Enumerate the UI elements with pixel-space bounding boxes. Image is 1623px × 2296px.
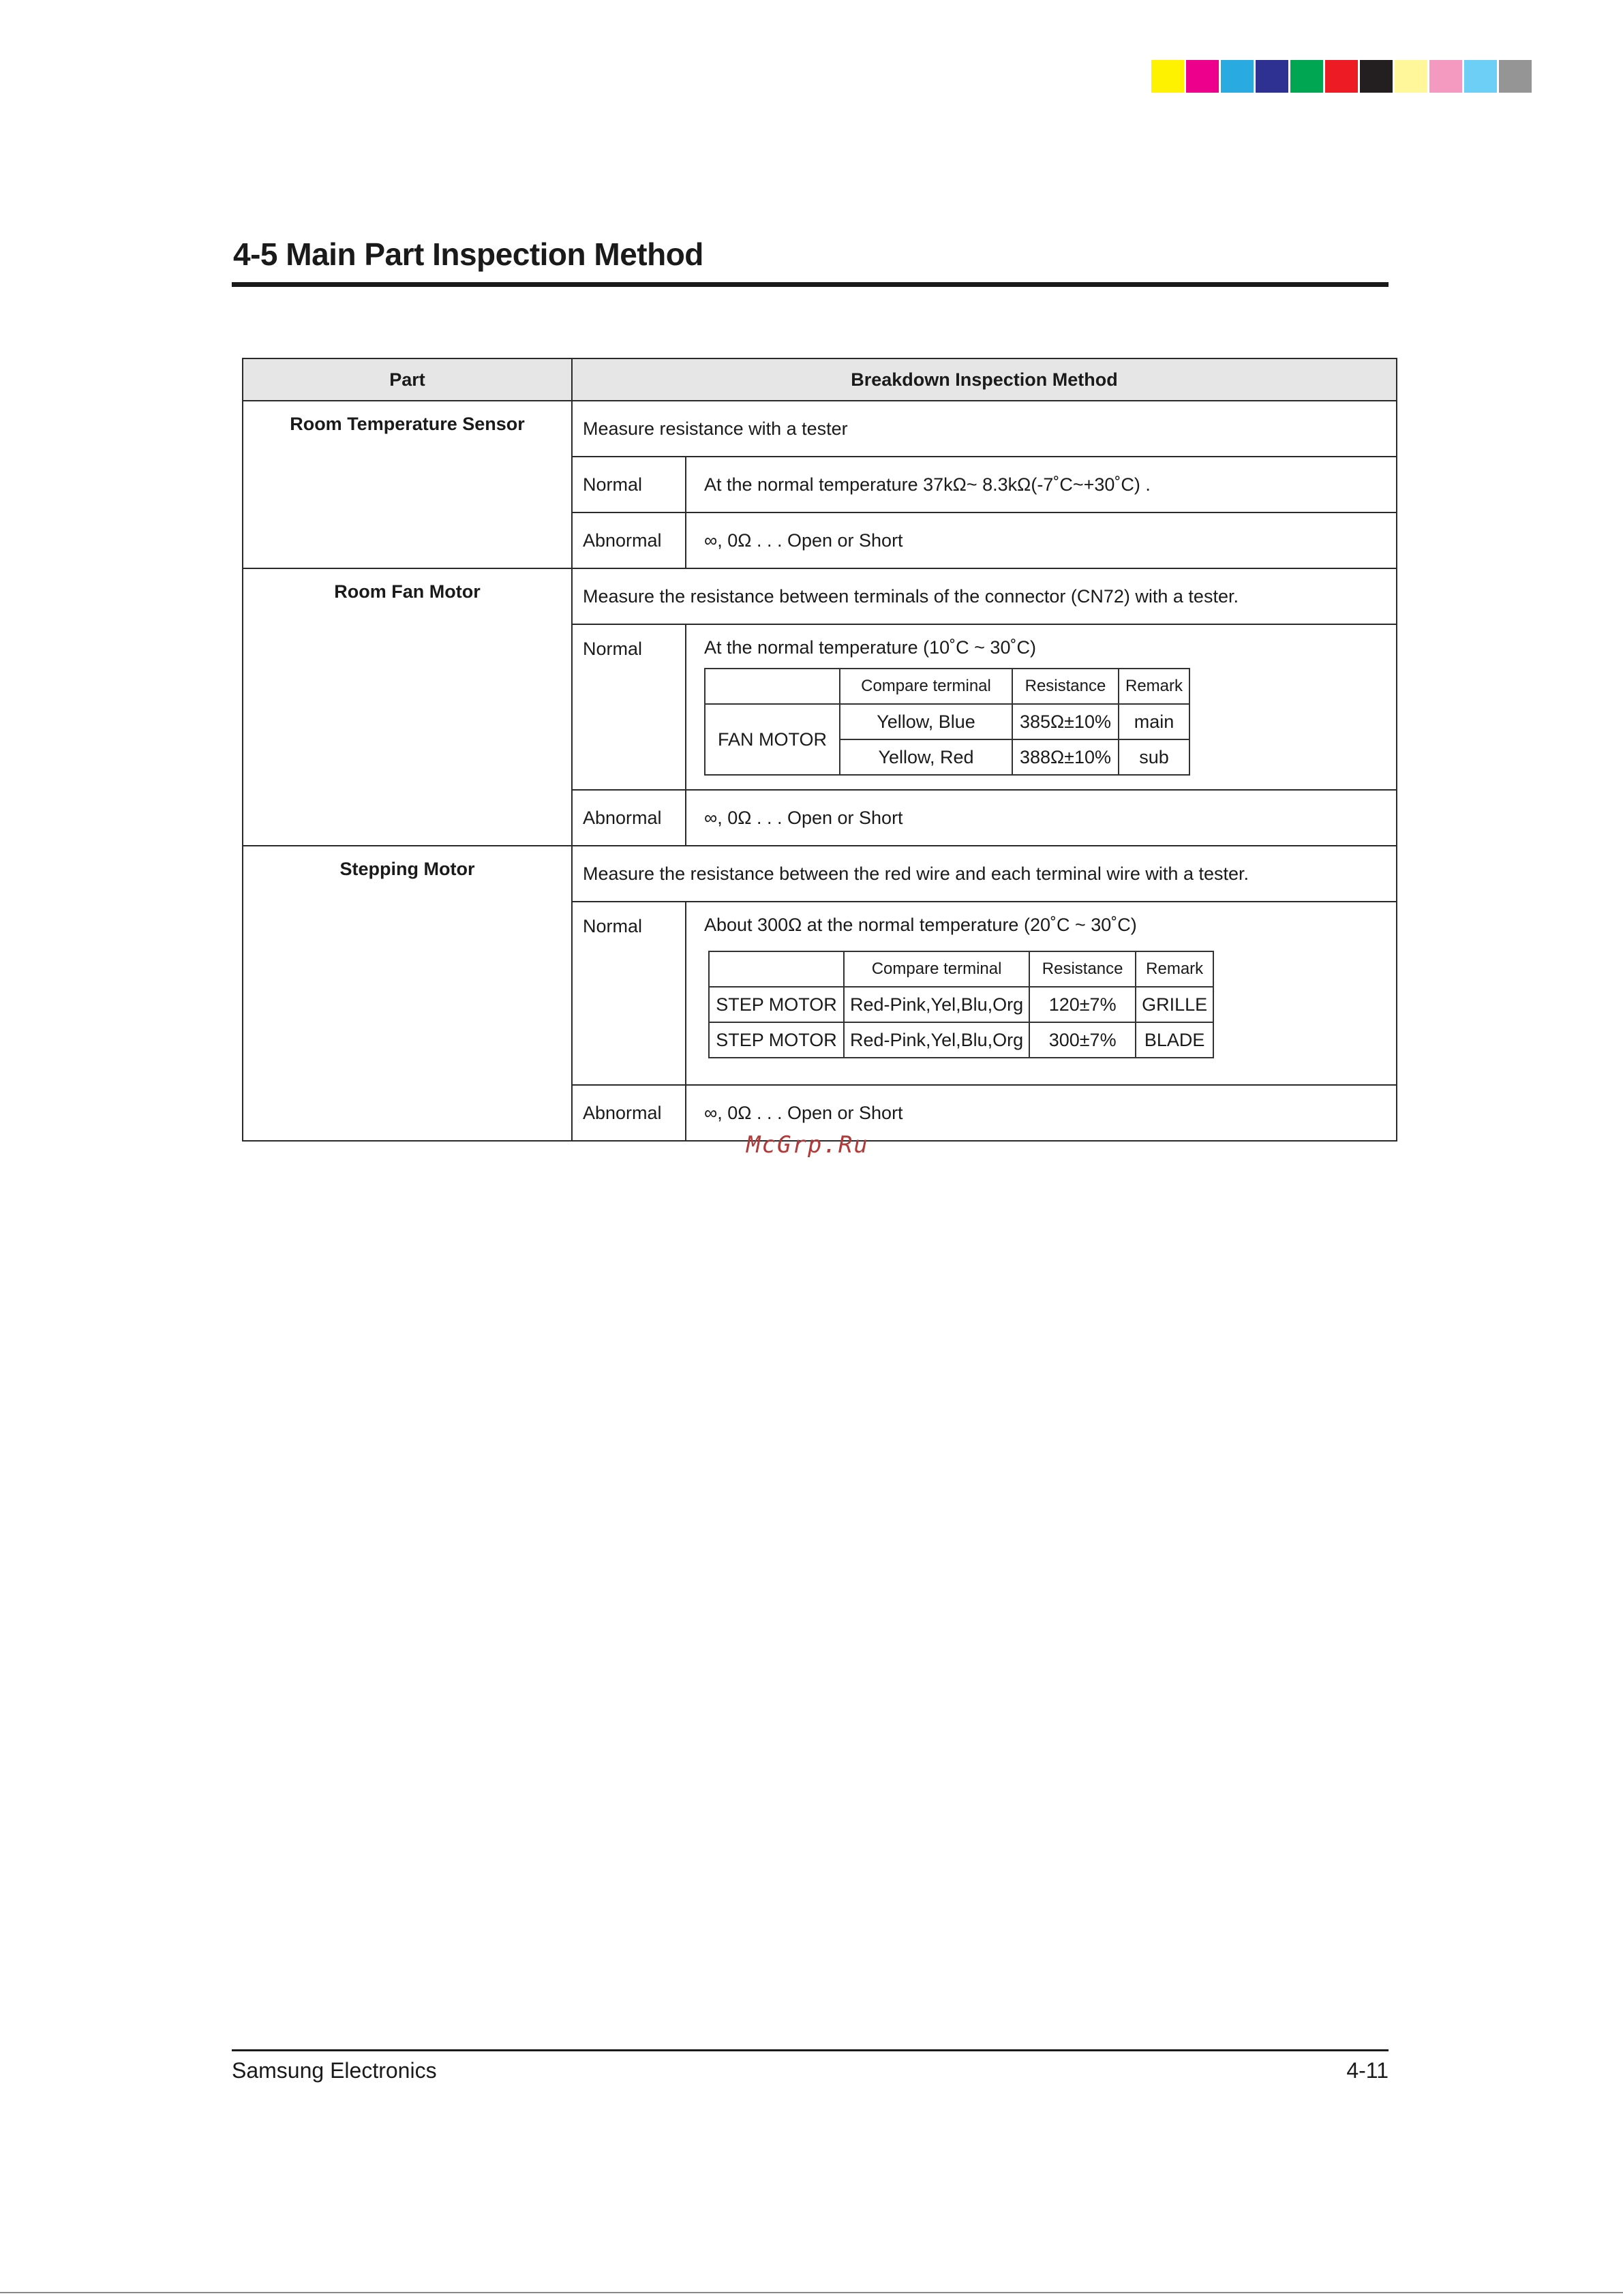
abnormal-value: ∞, 0Ω . . . Open or Short [686,790,1397,846]
abnormal-value: ∞, 0Ω . . . Open or Short [686,1085,1397,1141]
page-edge-rule [0,2292,1623,2293]
fan-motor-name: FAN MOTOR [705,704,840,775]
color-swatch [1325,60,1358,93]
step-motor-table [708,951,1214,1058]
color-swatch [1256,60,1288,93]
sub-header: Remark [1119,669,1189,704]
part-name: Room Temperature Sensor [243,401,572,568]
step-motor-name: STEP MOTOR [709,1022,844,1058]
blank-cell [709,951,844,987]
terminal-value: Red-Pink,Yel,Blu,Org [844,987,1029,1022]
normal-label: Normal [572,624,686,790]
resistance-value: 388Ω±10% [1012,739,1119,775]
header-method: Breakdown Inspection Method [572,358,1397,401]
sub-header: Compare terminal [844,951,1029,987]
fan-motor-table [704,668,1190,776]
table-header-row [243,358,1397,401]
terminal-value: Red-Pink,Yel,Blu,Org [844,1022,1029,1058]
normal-value: About 300Ω at the normal temperature (20˚C ~ 30˚C) [704,915,1137,935]
remark-value: sub [1119,739,1189,775]
remark-value: GRILLE [1136,987,1213,1022]
resistance-value: 385Ω±10% [1012,704,1119,739]
section-title: 4-5 Main Part Inspection Method [233,236,703,272]
table-row [243,401,1397,457]
resistance-value: 120±7% [1029,987,1136,1022]
abnormal-label: Abnormal [572,790,686,846]
instruction-text: Measure the resistance between terminals of the connector (CN72) with a tester. [572,568,1397,624]
normal-label: Normal [572,457,686,512]
abnormal-value: ∞, 0Ω . . . Open or Short [686,512,1397,568]
print-color-bar [1151,60,1534,93]
remark-value: BLADE [1136,1022,1213,1058]
color-swatch [1429,60,1462,93]
footer-company: Samsung Electronics [232,2058,437,2083]
sub-header: Remark [1136,951,1213,987]
table-row [243,568,1397,624]
color-swatch [1290,60,1323,93]
header-part: Part [243,358,572,401]
color-swatch [1360,60,1393,93]
color-swatch [1464,60,1497,93]
color-swatch [1186,60,1219,93]
color-swatch [1151,60,1184,93]
color-swatch [1499,60,1532,93]
part-name: Stepping Motor [243,846,572,1141]
page-number: 4-11 [1346,2058,1389,2083]
instruction-text: Measure the resistance between the red wire and each terminal wire with a tester. [572,846,1397,902]
instruction-text: Measure resistance with a tester [572,401,1397,457]
inspection-table [242,358,1397,1142]
table-row [243,846,1397,902]
step-motor-name: STEP MOTOR [709,987,844,1022]
abnormal-label: Abnormal [572,512,686,568]
resistance-value: 300±7% [1029,1022,1136,1058]
normal-cell [686,624,1397,790]
normal-cell [686,902,1397,1085]
footer-rule [232,2049,1389,2051]
color-swatch [1221,60,1254,93]
sub-header: Compare terminal [840,669,1012,704]
title-rule [232,282,1389,287]
color-swatch [1395,60,1427,93]
abnormal-label: Abnormal [572,1085,686,1141]
blank-cell [705,669,840,704]
remark-value: main [1119,704,1189,739]
terminal-value: Yellow, Blue [840,704,1012,739]
sub-header: Resistance [1029,951,1136,987]
watermark: McGrp.Ru [746,1131,869,1159]
normal-value: At the normal temperature 37kΩ~ 8.3kΩ(-7˚C~+30˚C) . [686,457,1397,512]
normal-value: At the normal temperature (10˚C ~ 30˚C) [704,637,1036,658]
sub-header: Resistance [1012,669,1119,704]
normal-label: Normal [572,902,686,1085]
part-name: Room Fan Motor [243,568,572,846]
terminal-value: Yellow, Red [840,739,1012,775]
